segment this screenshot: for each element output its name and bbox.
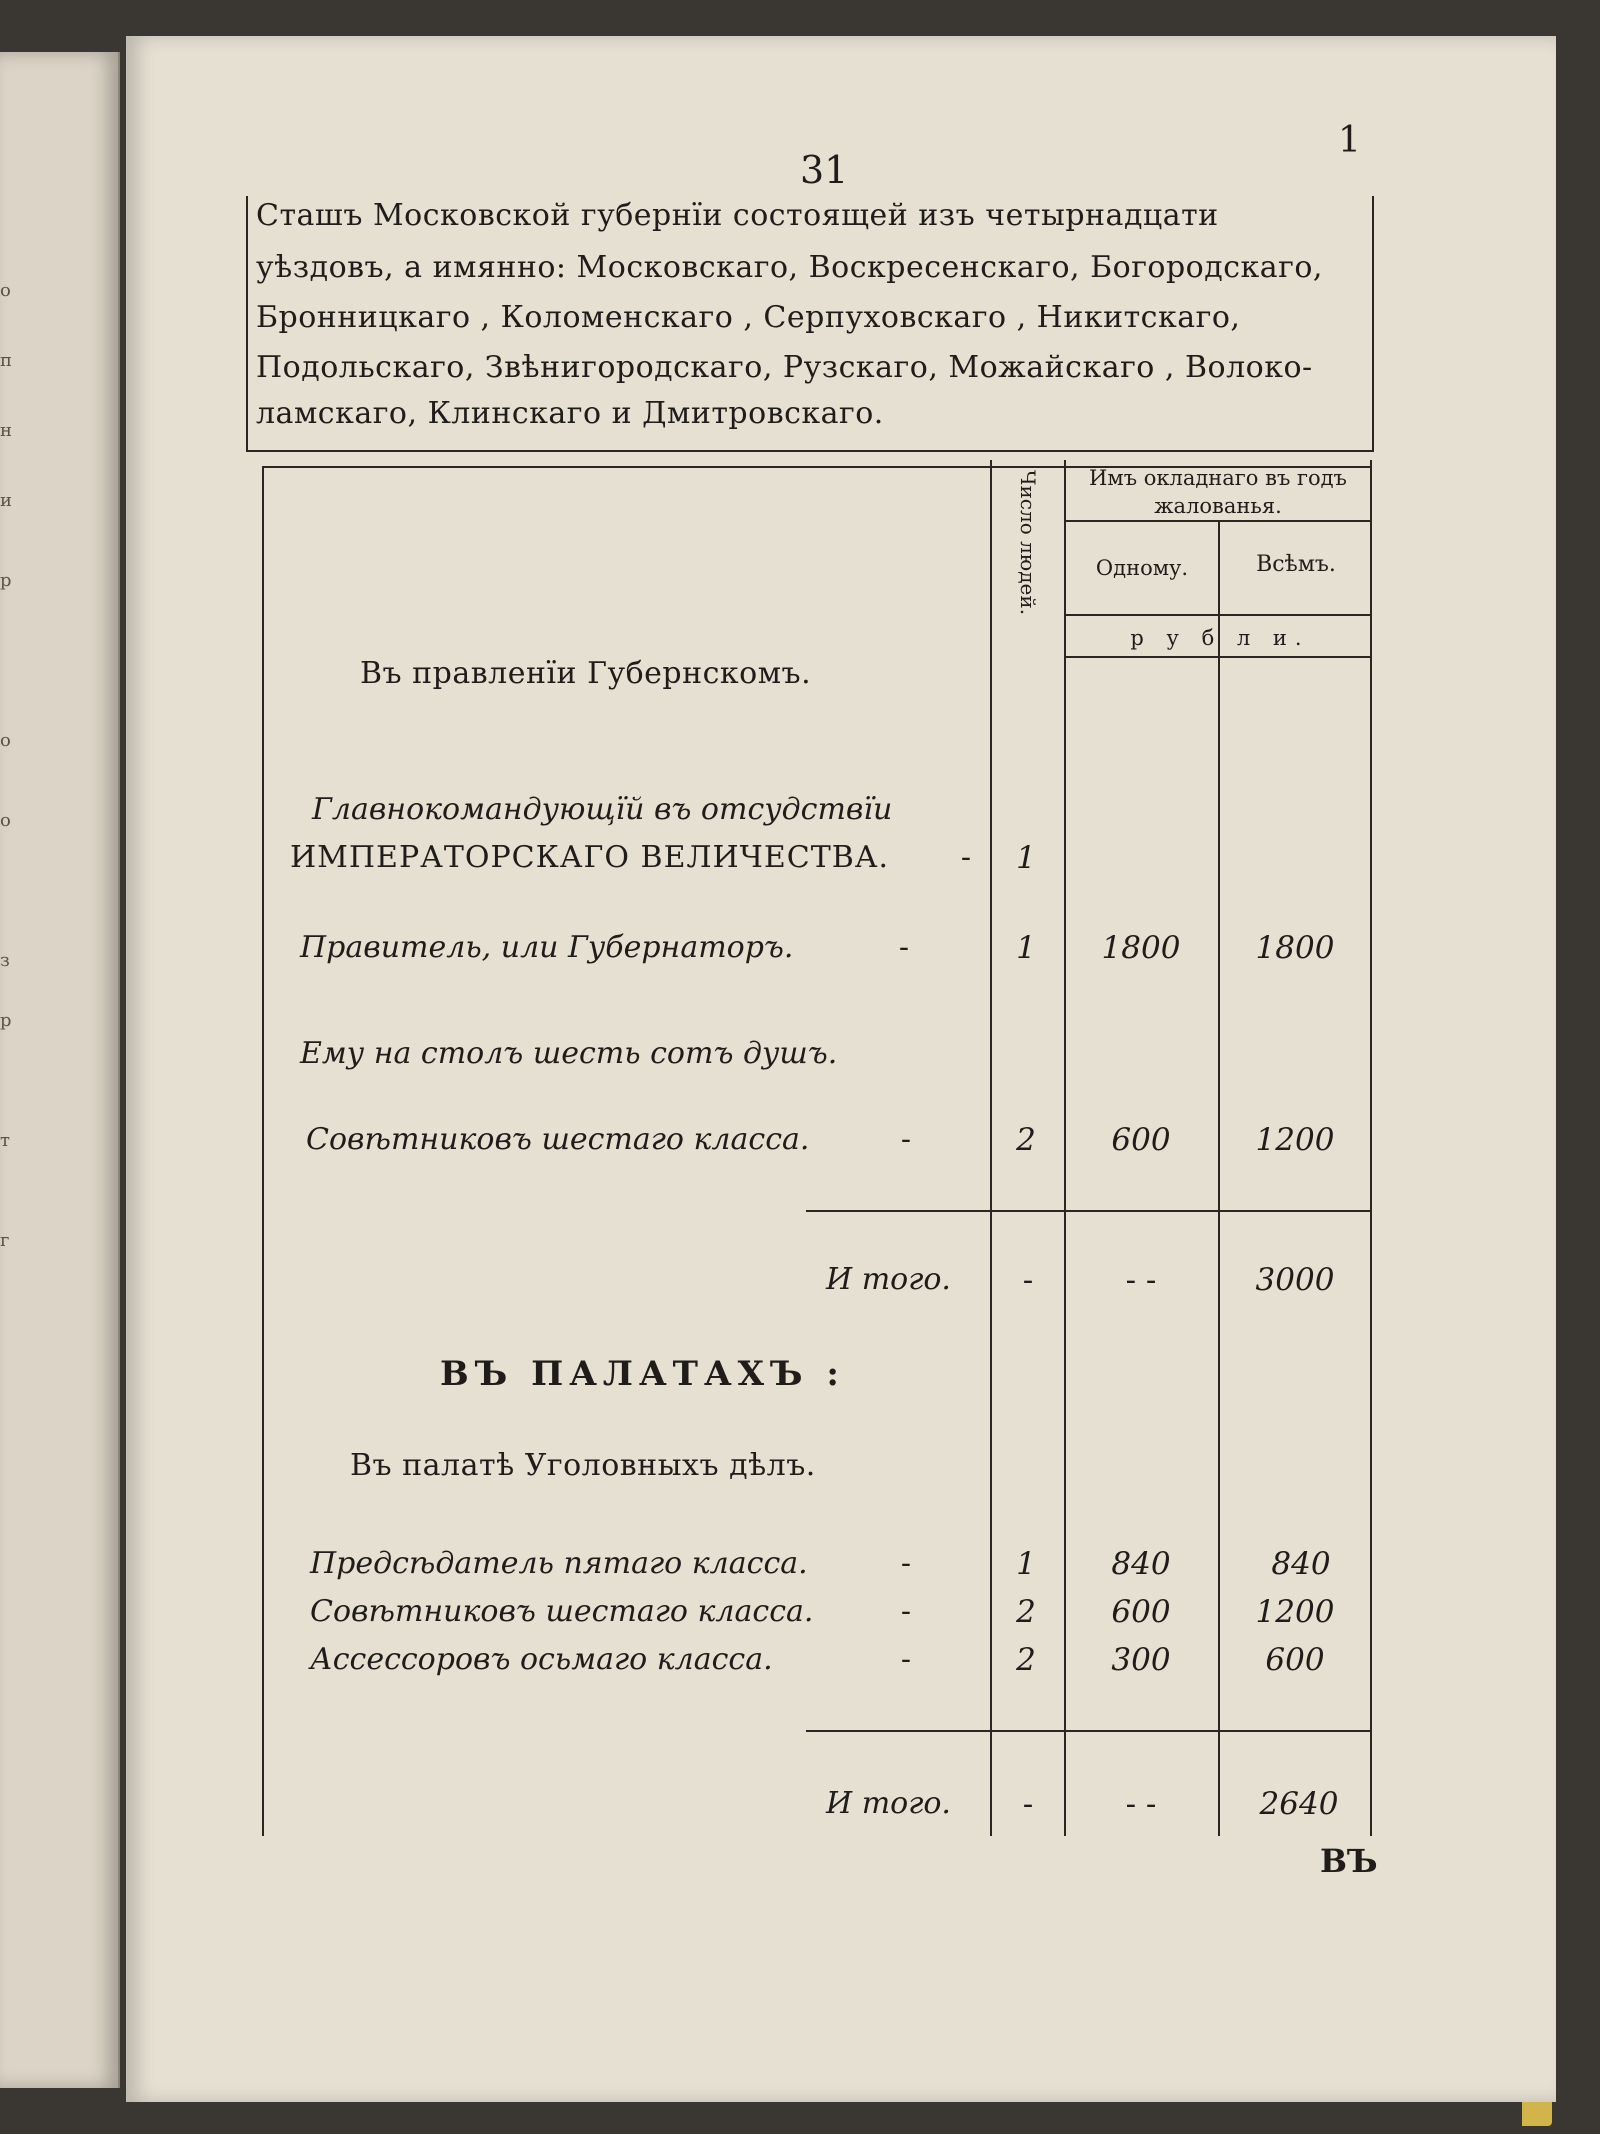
subtotal-total: 3000 bbox=[1255, 1262, 1335, 1298]
margin-fragment: г bbox=[0, 1230, 10, 1251]
per-one-cell: 600 bbox=[1111, 1594, 1171, 1630]
total-cell: 1800 bbox=[1255, 930, 1335, 966]
count-cell: 2 bbox=[1016, 1642, 1036, 1678]
signature-mark: 1 bbox=[1338, 120, 1361, 161]
margin-fragment: о bbox=[0, 280, 11, 301]
total-cell: 1200 bbox=[1255, 1122, 1335, 1158]
unit-rule bbox=[1064, 656, 1370, 658]
leader-dash: - bbox=[900, 1122, 912, 1157]
count-cell: 1 bbox=[1016, 1546, 1036, 1582]
per-one-cell: 1800 bbox=[1101, 930, 1181, 966]
section-subtitle: Въ палатѣ Уголовныхъ дѣлъ. bbox=[350, 1448, 816, 1483]
row-label: Совѣтниковъ шестаго класса. bbox=[310, 1594, 814, 1629]
facing-page-edge bbox=[0, 52, 120, 2088]
page-number: 31 bbox=[800, 148, 849, 192]
row-label: ИМПЕРАТОРСКАГО ВЕЛИЧЕСТВА. bbox=[290, 840, 890, 875]
per-one-col-rule bbox=[1218, 520, 1220, 1836]
count-column-header: Число людей. bbox=[1016, 470, 1040, 616]
total-cell: 1200 bbox=[1255, 1594, 1335, 1630]
subtotal-label: И того. bbox=[826, 1786, 951, 1821]
table-right-rule bbox=[1370, 460, 1372, 1836]
subtotal-per-one: - - bbox=[1125, 1262, 1157, 1298]
subtotal-count: - bbox=[1022, 1262, 1034, 1298]
leader-dash: - bbox=[900, 1594, 912, 1629]
per-one-header: Одному. bbox=[1095, 556, 1189, 580]
per-one-cell: 840 bbox=[1111, 1546, 1171, 1582]
row-label: Ассессоровъ осьмаго класса. bbox=[310, 1642, 773, 1677]
leader-dash: - bbox=[900, 1546, 912, 1581]
per-one-cell: 600 bbox=[1111, 1122, 1171, 1158]
leader-dash: - bbox=[898, 930, 910, 965]
row-label: Предсѣдатель пятаго класса. bbox=[310, 1546, 808, 1581]
subtotal-count: - bbox=[1022, 1786, 1034, 1822]
total-cell: 600 bbox=[1265, 1642, 1325, 1678]
subtotal-total: 2640 bbox=[1259, 1786, 1339, 1822]
margin-fragment: и bbox=[0, 490, 12, 511]
count-col-rule bbox=[990, 460, 992, 1836]
section-title: Въ правленïи Губернскомъ. bbox=[360, 656, 812, 691]
table-left-rule bbox=[262, 466, 264, 1836]
heading-line: уѣздовъ, а имянно: Московскаго, Воскресенскаго, Богородскаго, bbox=[256, 250, 1323, 285]
row-label: Совѣтниковъ шестаго класса. bbox=[306, 1122, 810, 1157]
catchword: ВЪ bbox=[1320, 1842, 1378, 1880]
heading-line: Бронницкаго , Коломенскаго , Серпуховскаго , Никитскаго, bbox=[256, 300, 1241, 335]
row-label: Правитель, или Губернаторъ. bbox=[300, 930, 794, 965]
leader-dash: - bbox=[900, 1642, 912, 1677]
subtotal-per-one: - - bbox=[1125, 1786, 1157, 1822]
margin-fragment: р bbox=[0, 570, 12, 591]
salary-subhead-rule bbox=[1064, 614, 1370, 616]
row-label: Ему на столъ шесть сотъ душъ. bbox=[300, 1036, 838, 1071]
count-cell: 2 bbox=[1016, 1594, 1036, 1630]
per-one-cell: 300 bbox=[1111, 1642, 1171, 1678]
subtotal-label: И того. bbox=[826, 1262, 951, 1297]
margin-fragment: о bbox=[0, 730, 11, 751]
margin-fragment: р bbox=[0, 1010, 12, 1031]
margin-fragment: п bbox=[0, 350, 12, 371]
count-cell: 2 bbox=[1016, 1122, 1036, 1158]
margin-fragment: з bbox=[0, 950, 10, 971]
margin-fragment: о bbox=[0, 810, 11, 831]
salary-group-rule bbox=[1064, 520, 1370, 522]
total-cell: 840 bbox=[1271, 1546, 1331, 1582]
row-label: Главнокомандующïй въ отсудствïи bbox=[312, 792, 893, 827]
heading-line: Подольскаго, Звѣнигородскаго, Рузскаго, Можайскаго , Волоко- bbox=[256, 350, 1313, 385]
subtotal-rule bbox=[806, 1210, 1372, 1212]
margin-fragment: н bbox=[0, 420, 12, 441]
count-cell: 1 bbox=[1016, 840, 1036, 876]
unit-label: р у б л и. bbox=[1130, 626, 1310, 650]
count-cell: 1 bbox=[1016, 930, 1036, 966]
total-header: Всѣмъ. bbox=[1256, 552, 1336, 577]
leader-dash: - bbox=[960, 840, 972, 875]
heading-line: ламскаго, Клинскаго и Дмитровскаго. bbox=[256, 396, 884, 431]
section-title: ВЪ ПАЛАТАХЪ : bbox=[440, 1354, 845, 1394]
subtotal-rule bbox=[806, 1730, 1372, 1732]
salary-group-header: Имъ окладнаго въ годъ жалованья. bbox=[1089, 466, 1347, 518]
margin-fragment: т bbox=[0, 1130, 10, 1151]
heading-line: Сташъ Московской губернïи состоящей изъ четырнадцати bbox=[256, 198, 1219, 233]
